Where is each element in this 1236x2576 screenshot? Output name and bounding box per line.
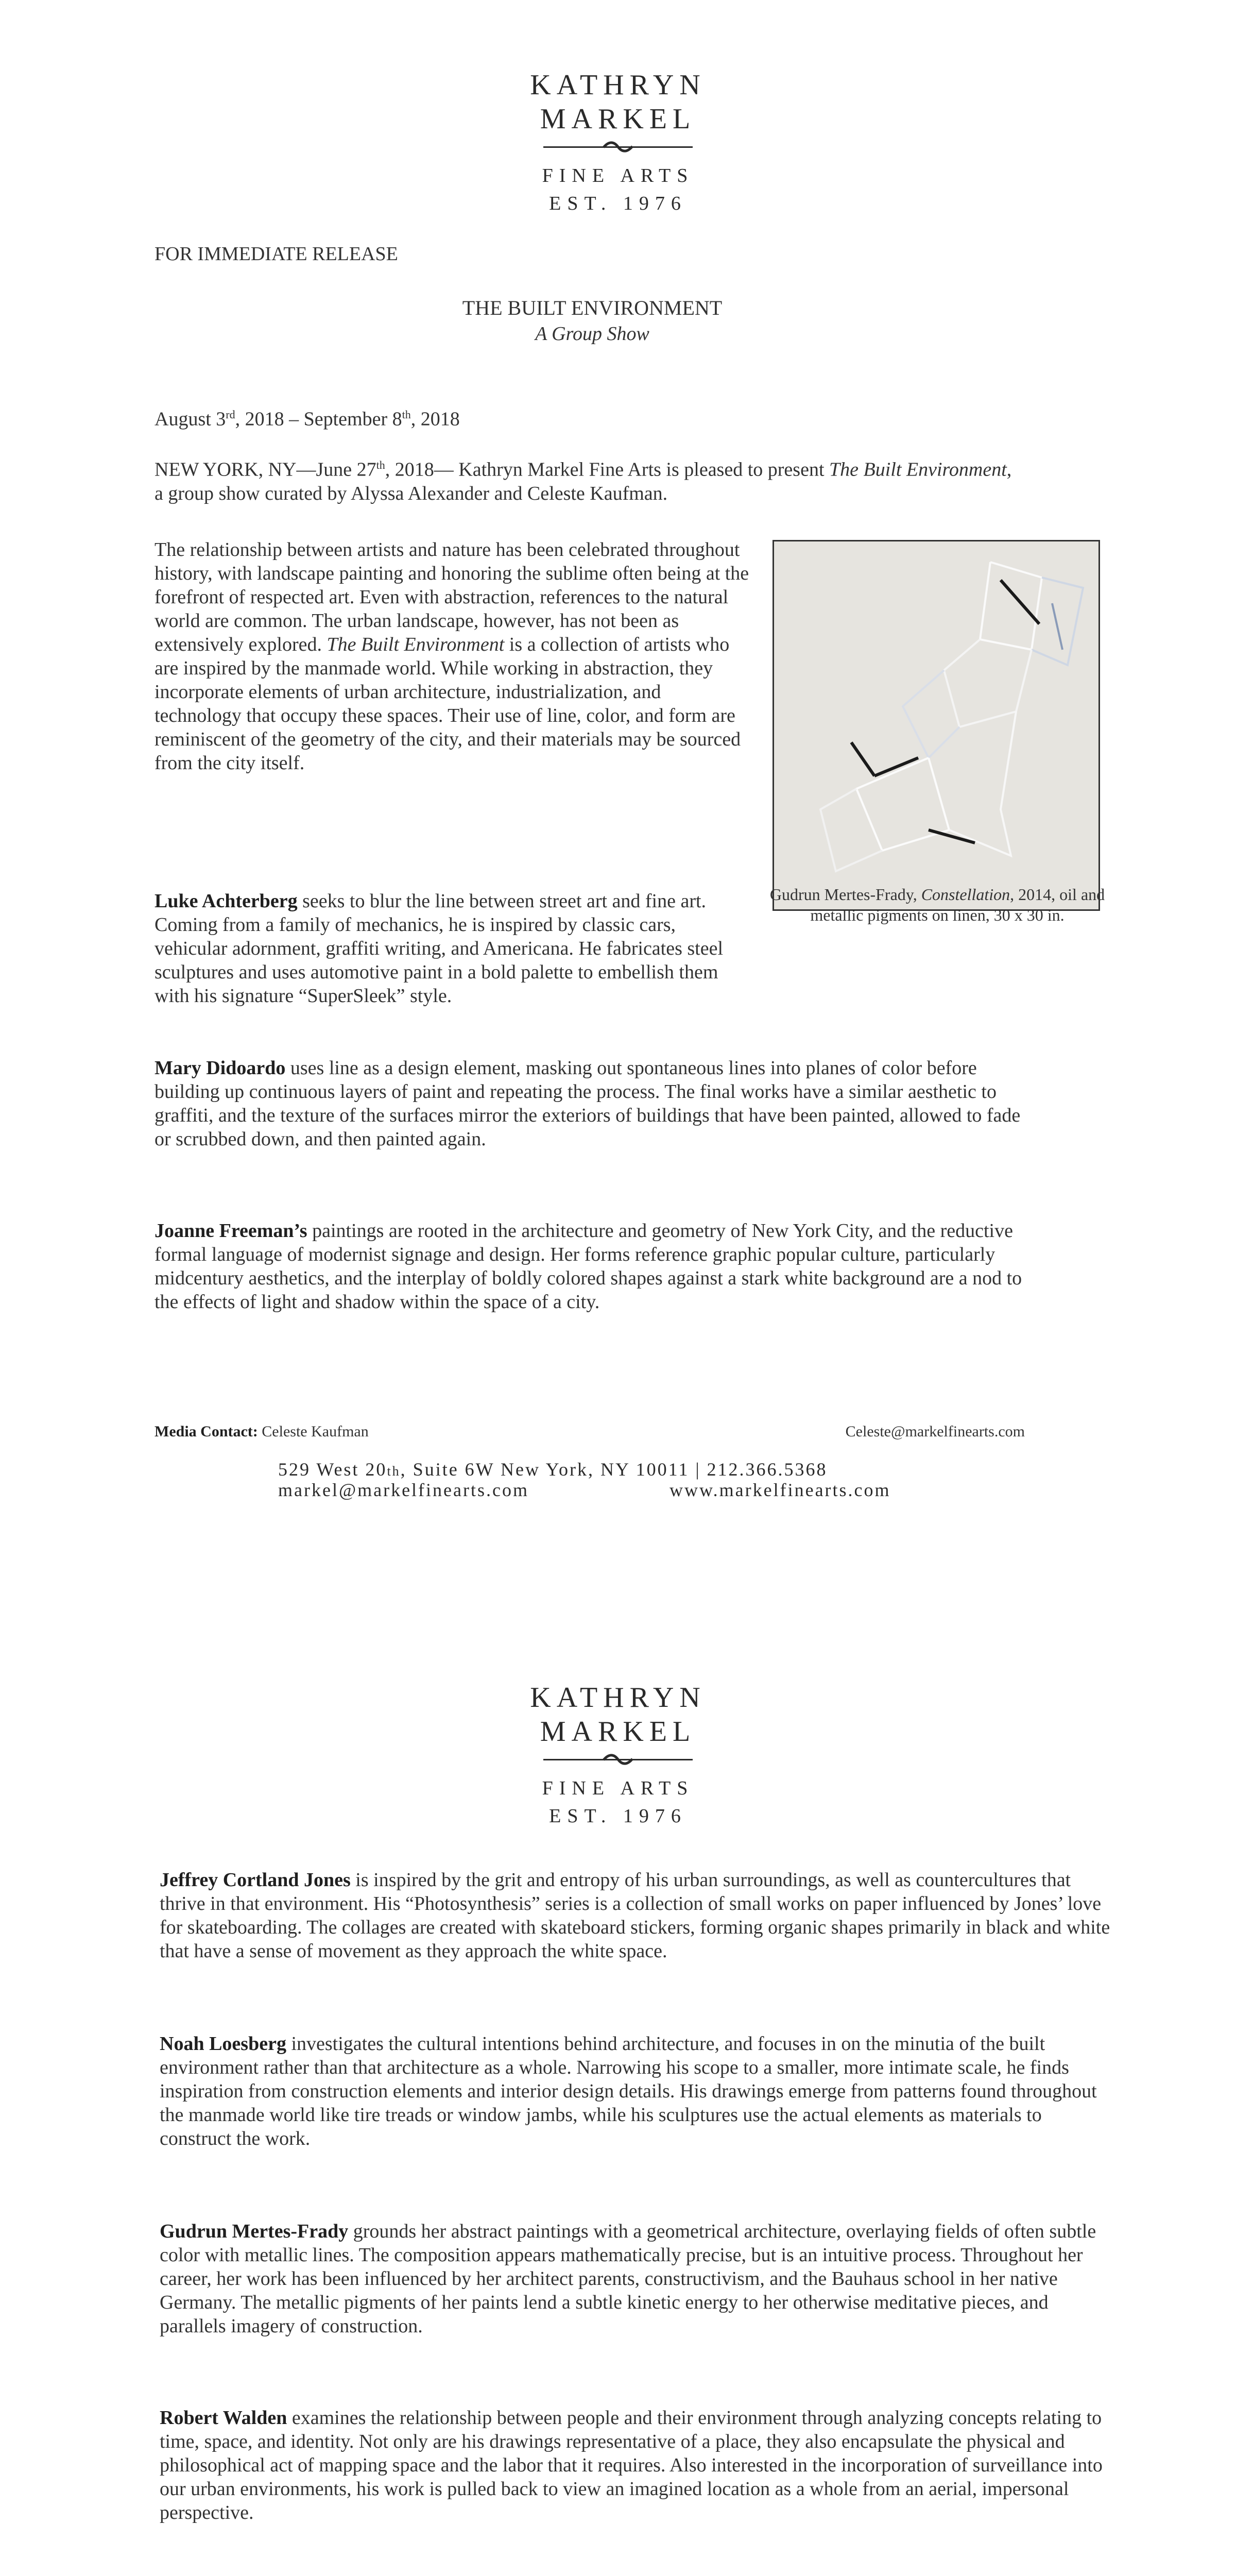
constellation-painting: [774, 541, 1098, 909]
logo-rule: [543, 139, 693, 155]
luke-paragraph: Luke Achterberg seeks to blur the line between street art and fine art. Coming from a family of mechanics, he is inspired by classic cars, vehicular adornment, graffiti writing, and Americana. He fabricates steel sculptures and uses automotive paint in a bold palette to embellish them with his signature “SuperSleek” style.: [154, 890, 724, 1007]
gallery-logo: [0, 68, 1236, 217]
show-subtitle: A Group Show: [535, 323, 649, 345]
release-label: FOR IMMEDIATE RELEASE: [154, 243, 398, 265]
artist-name-gudrun: Gudrun Mertes-Frady: [160, 2221, 349, 2242]
logo-flourish-icon: [603, 139, 633, 155]
artist-name-mary: Mary Didoardo: [154, 1057, 286, 1079]
logo-markel: MARKEL: [540, 103, 696, 135]
robert-paragraph: Robert Walden examines the relationship between people and their environment through analyzing concepts relating to time, space, and identity. Not only are his drawings representative of a place, they also encapsulate the physical and philosophical act of mapping space and the labor that it requires. Also interested in the incorporation of surveillance into our urban environments, his work is pulled back to view an imagined location as a whole from an aerial, impersonal perspective.: [160, 2407, 1103, 2523]
gallery-logo-page2: [0, 1681, 1236, 1830]
intro-paragraph: NEW YORK, NY—June 27th, 2018— Kathryn Markel Fine Arts is pleased to present The Built Environment, a group show curated by Alyssa Alexander and Celeste Kaufman.: [154, 459, 1012, 504]
media-contact: Media Contact: Celeste Kaufman: [154, 1423, 369, 1440]
artwork-caption: Gudrun Mertes-Frady, Constellation, 2014, oil and metallic pigments on linen, 30 x 30 in.: [769, 885, 1105, 924]
mary-paragraph: Mary Didoardo uses line as a design element, masking out spontaneous lines into planes of color before building up continuous layers of paint and repeating the process. The final works have a similar aesthetic to graffiti, and the texture of the surfaces mirror the exteriors of buildings that have been painted, allowed to fade or scrubbed down, and then painted again.: [154, 1057, 1021, 1150]
gudrun-paragraph: Gudrun Mertes-Frady grounds her abstract paintings with a geometrical architecture, overlaying fields of often subtle color with metallic lines. The composition appears mathematically precise, but is an intuitive process. Throughout her career, her work has been influenced by her architect parents, constructivism, and the Bauhaus school in her native Germany. The metallic pigments of her paints lend a subtle kinetic energy to her otherwise meditative pieces, and parallels imagery of construction.: [160, 2221, 1096, 2337]
artist-name-robert: Robert Walden: [160, 2407, 287, 2429]
logo-flourish-icon: [603, 1752, 633, 1767]
logo-established: EST. 1976: [549, 1805, 687, 1827]
joanne-paragraph: Joanne Freeman’s paintings are rooted in the architecture and geometry of New York City, and the reductive formal language of modernist signage and design. Her forms reference graphic popular culture, particularly midcentury aesthetics, and the interplay of boldly colored shapes against a stark white background are a nod to the effects of light and shadow within the space of a city.: [154, 1220, 1022, 1313]
logo-fine-arts: FINE ARTS: [542, 1777, 694, 1799]
artist-name-jeffrey: Jeffrey Cortland Jones: [160, 1869, 351, 1891]
artist-name-noah: Noah Loesberg: [160, 2033, 286, 2055]
show-dates: August 3rd, 2018 – September 8th, 2018: [154, 408, 460, 430]
artist-name-luke: Luke Achterberg: [154, 890, 298, 912]
artist-name-joanne: Joanne Freeman’s: [154, 1220, 307, 1242]
logo-rule: [543, 1752, 693, 1767]
page-2: [0, 1600, 1236, 2576]
intro-body-paragraph: The relationship between artists and nature has been celebrated throughout history, with landscape painting and honoring the sublime often being at the forefront of respected art. Even with abstraction, references to the natural world are common. The urban landscape, however, has not been as extensively explored. The Built Environment is a collection of artists who are inspired by the manmade world. While working in abstraction, they incorporate elements of urban architecture, industrialization, and technology that occupy these spaces. Their use of line, color, and form are reminiscent of the geometry of the city, and their materials may be sourced from the city itself.: [154, 539, 749, 774]
logo-kathryn: KATHRYN: [530, 69, 706, 101]
gallery-email-link[interactable]: markel@markelfinearts.com: [278, 1480, 529, 1500]
contact-email-link[interactable]: Celeste@markelfinearts.com: [845, 1423, 1025, 1440]
logo-markel: MARKEL: [540, 1716, 696, 1748]
logo-fine-arts: FINE ARTS: [542, 165, 694, 187]
logo-kathryn: KATHRYN: [530, 1682, 706, 1714]
artwork-image: [772, 540, 1100, 911]
show-title: THE BUILT ENVIRONMENT: [462, 296, 723, 319]
logo-established: EST. 1976: [549, 193, 687, 214]
jeffrey-paragraph: Jeffrey Cortland Jones is inspired by the grit and entropy of his urban surroundings, as well as countercultures that thrive in that environment. His “Photosynthesis” series is a collection of small works on paper influenced by Jones’ love for skateboarding. The collages are created with skateboard stickers, forming organic shapes primarily in black and white that have a sense of movement as they approach the white space.: [160, 1869, 1110, 1962]
gallery-website-link[interactable]: www.markelfinearts.com: [670, 1480, 891, 1500]
noah-paragraph: Noah Loesberg investigates the cultural intentions behind architecture, and focuses in on the minutia of the built environment rather than that architecture as a whole. Narrowing his scope to a smaller, more intimate scale, he finds inspiration from construction elements and interior design details. His drawings emerge from patterns found throughout the manmade world like tire treads or window jambs, while his sculptures use the actual elements as materials to construct the work.: [160, 2033, 1097, 2149]
gallery-address: 529 West 20th, Suite 6W New York, NY 10011 | 212.366.5368: [278, 1459, 828, 1480]
